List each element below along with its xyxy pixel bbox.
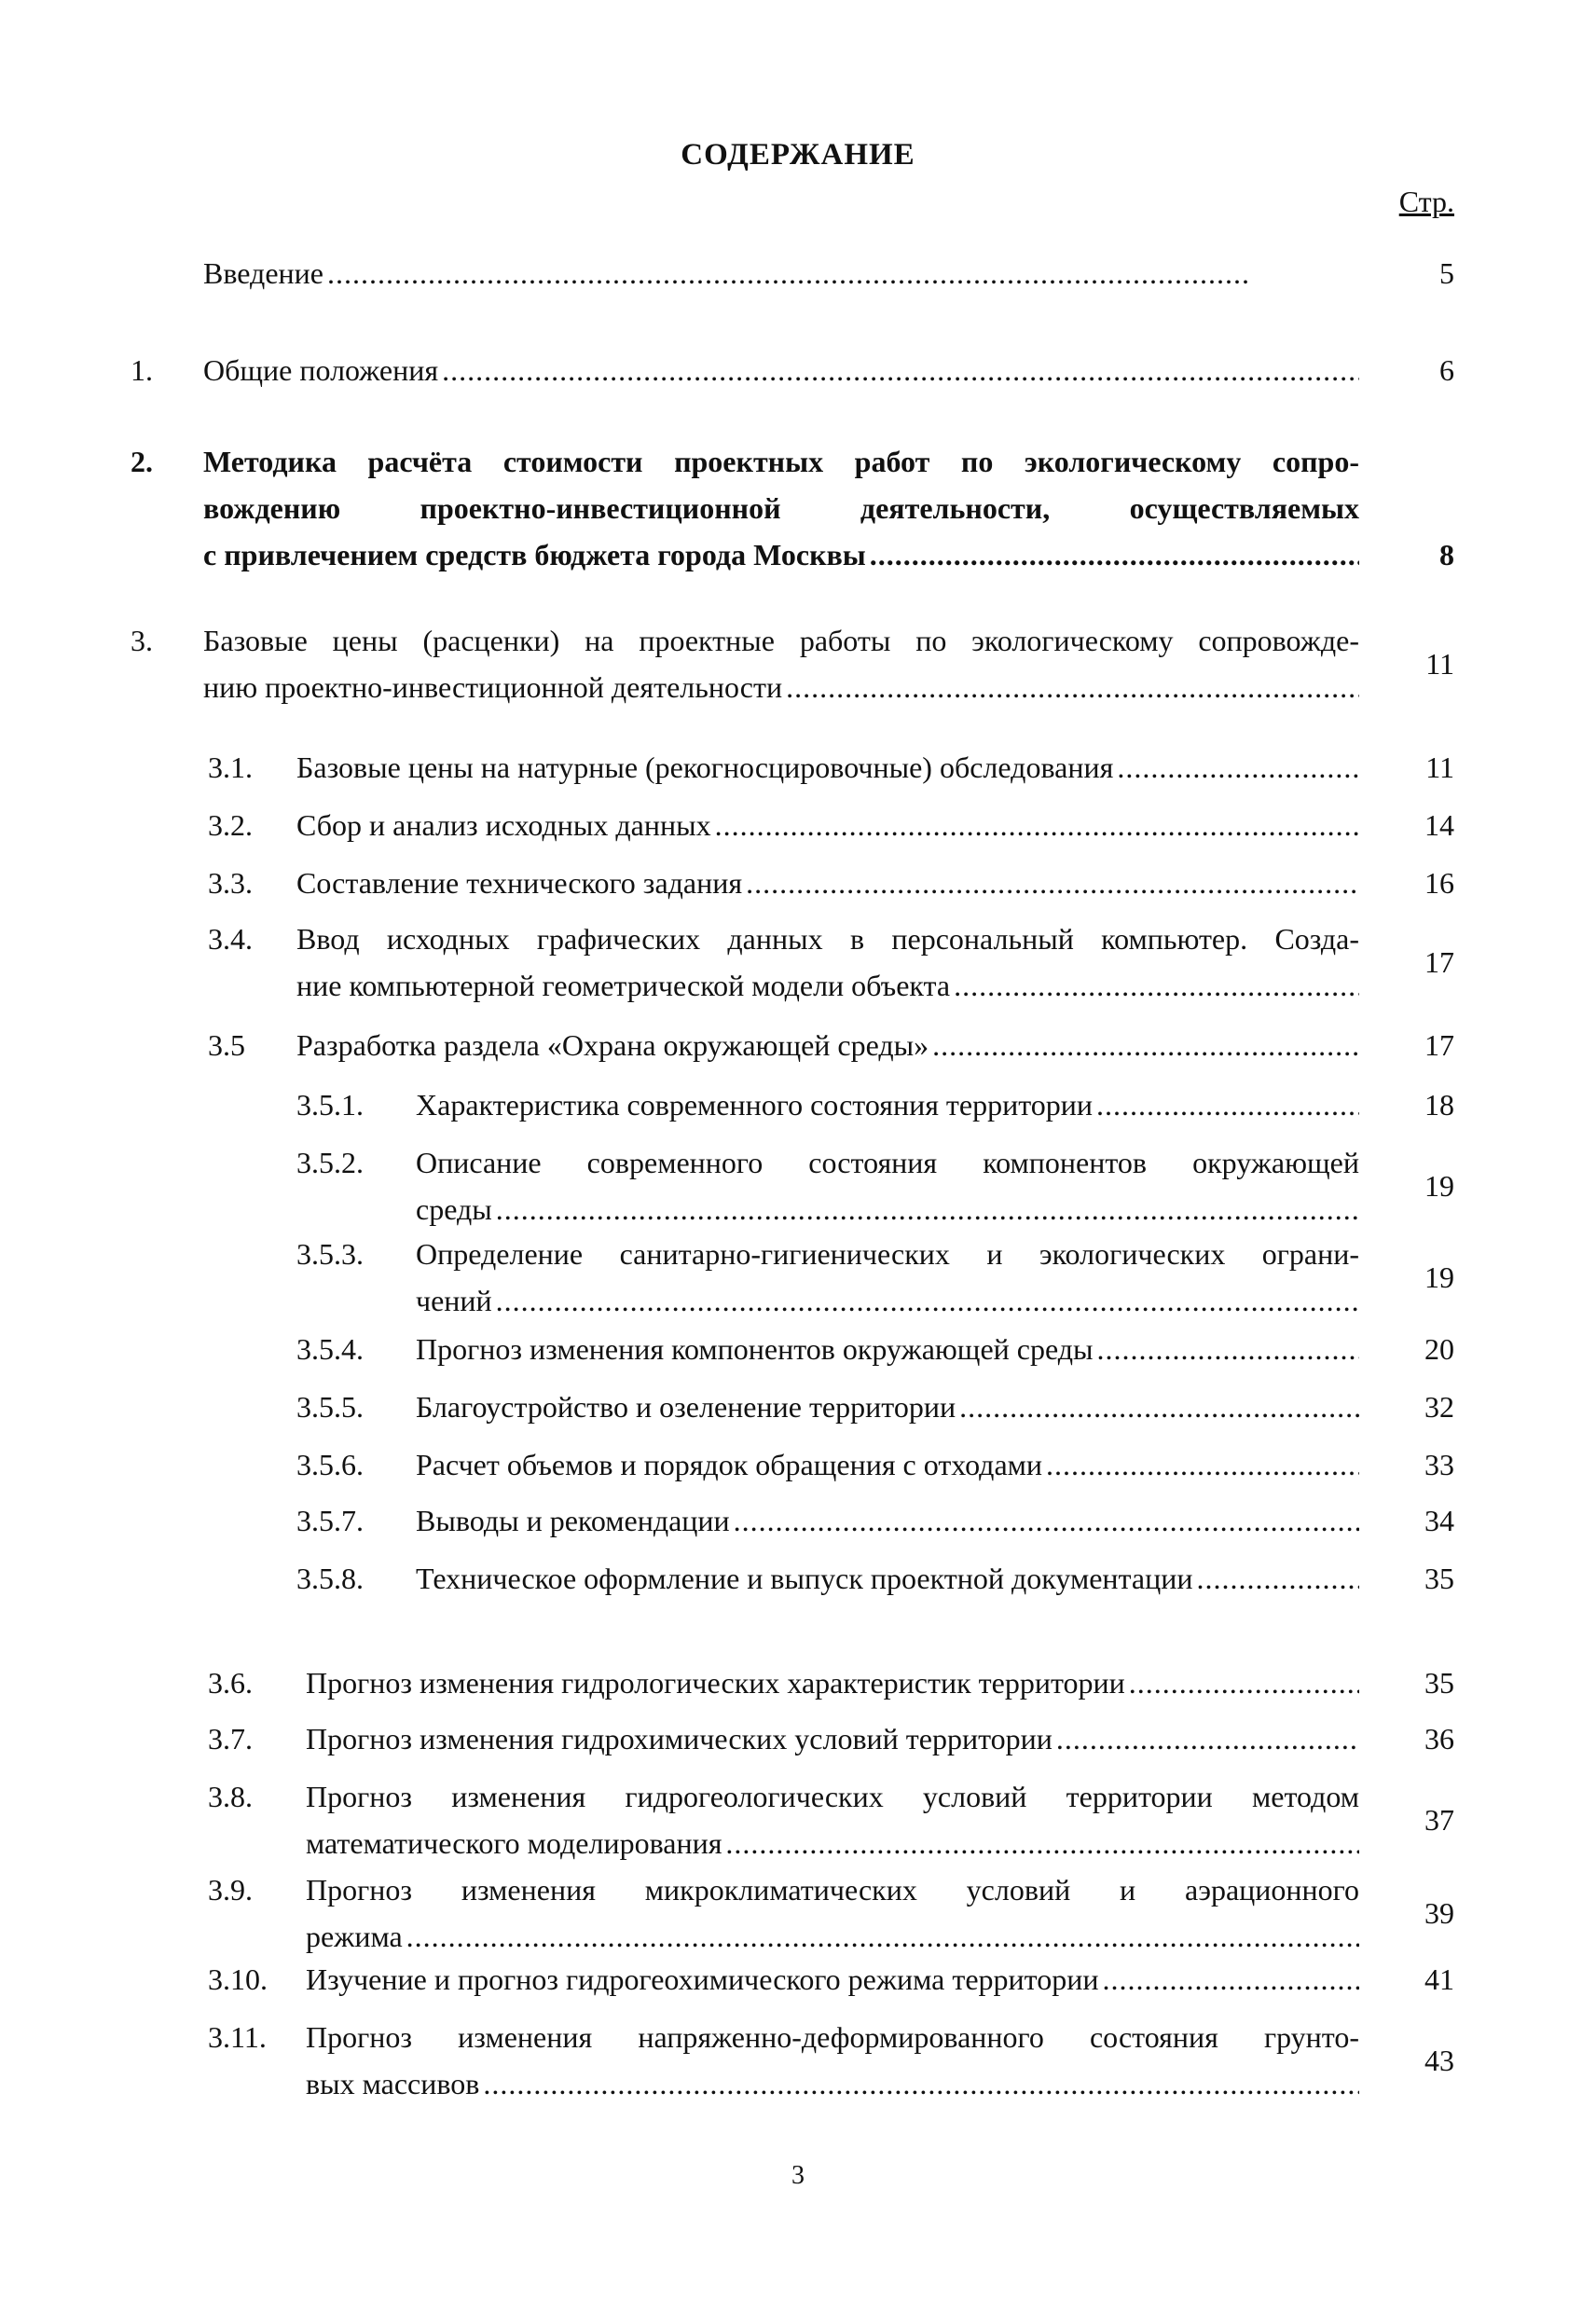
dot-leader [1056, 1715, 1359, 1762]
toc-entry-text-line: Ввод исходных графических данных в персональный компьютер. Созда- [296, 922, 1359, 956]
toc-entry-number: 2. [131, 445, 153, 478]
toc-entry-text-line: Определение санитарно-гигиенических и экологических ограни- [416, 1237, 1359, 1271]
toc-entry-page: 32 [1424, 1390, 1454, 1424]
toc-entry-text-line: чений [416, 1284, 492, 1317]
toc-entry-text-line: Базовые цены на натурные (рекогносцировочные) обследования [296, 750, 1114, 784]
toc-entry-number: 3.5.5. [296, 1390, 364, 1424]
toc-entry-page: 8 [1439, 538, 1454, 571]
toc-entry-title [416, 1231, 1359, 1324]
toc-entry [0, 1231, 1596, 1324]
toc-entry-text-line: с привлечением средств бюджета города Москвы [203, 538, 866, 571]
toc-entry-text-line: Прогноз изменения компонентов окружающей среды [416, 1332, 1094, 1366]
toc-entry [0, 1555, 1596, 1602]
toc-entry-text-line: среды [416, 1192, 492, 1226]
dot-leader [954, 962, 1359, 1009]
dot-leader [746, 860, 1359, 906]
toc-entry-title [306, 1956, 1359, 2003]
toc-entry-text-line: Базовые цены (расценки) на проектные работы по экологическому сопровожде- [203, 624, 1359, 657]
toc-entry-page: 37 [1424, 1803, 1454, 1837]
dot-leader [442, 347, 1359, 393]
toc-entry-page: 11 [1425, 750, 1454, 784]
toc-entry-number: 3. [131, 624, 153, 657]
toc-entry-number: 3.8. [208, 1780, 253, 1813]
toc-entry-title [296, 860, 1359, 906]
toc-entry-page: 35 [1424, 1666, 1454, 1700]
dot-leader [1117, 744, 1359, 791]
toc-entry-page: 17 [1424, 945, 1454, 979]
toc-entry-number: 3.5 [208, 1028, 245, 1062]
toc-entry-title [296, 802, 1359, 848]
toc-entry [0, 744, 1596, 791]
dot-leader [1196, 1555, 1359, 1602]
toc-entry-title [203, 438, 1359, 578]
toc-entry [0, 250, 1596, 296]
toc-entry-page: 5 [1439, 256, 1454, 290]
dot-leader [1129, 1659, 1359, 1706]
toc-entry-text-line: Прогноз изменения микроклиматических условий и аэрационного [306, 1873, 1359, 1907]
toc-entry [0, 1384, 1596, 1430]
toc-entry-page: 43 [1424, 2044, 1454, 2077]
toc-entry-number: 3.5.2. [296, 1146, 364, 1179]
toc-entry-number: 3.6. [208, 1666, 253, 1700]
toc-entry-title [306, 1659, 1359, 1706]
toc-entry-text-line: Прогноз изменения гидрохимических условий территории [306, 1722, 1053, 1755]
page-number-footer: 3 [791, 2161, 805, 2190]
toc-entry-page: 33 [1424, 1448, 1454, 1481]
toc-entry-text-line: вождению проектно-инвестиционной деятельности, осуществляемых [203, 491, 1359, 525]
toc-entry-text-line: Выводы и рекомендации [416, 1504, 730, 1537]
toc-entry [0, 1326, 1596, 1372]
toc-entry-number: 3.11. [208, 2020, 267, 2054]
dot-leader [932, 1022, 1359, 1068]
page-column-heading: Стр. [1398, 185, 1454, 218]
toc-entry [0, 1715, 1596, 1762]
dot-leader [496, 1186, 1359, 1232]
dot-leader [496, 1277, 1359, 1324]
dot-leader [327, 250, 1247, 296]
dot-leader [406, 1913, 1359, 1960]
toc-entry-page: 34 [1424, 1504, 1454, 1537]
toc-entry-number: 3.5.6. [296, 1448, 364, 1481]
dot-leader [1102, 1956, 1359, 2003]
toc-entry-text-line: Разработка раздела «Охрана окружающей среды» [296, 1028, 929, 1062]
toc-entry-text-line: Прогноз изменения напряженно-деформированного состояния грунто- [306, 2020, 1359, 2054]
toc-entry-page: 14 [1424, 808, 1454, 842]
toc-entry-page: 6 [1439, 353, 1454, 387]
toc-entry-text-line: Расчет объемов и порядок обращения с отходами [416, 1448, 1043, 1481]
toc-entry-title [306, 1715, 1359, 1762]
toc-entry-page: 35 [1424, 1562, 1454, 1595]
toc-entry [0, 1659, 1596, 1706]
toc-entry-title [416, 1139, 1359, 1232]
dot-leader [1046, 1441, 1359, 1488]
toc-entry [0, 438, 1596, 578]
toc-entry-text-line: ние компьютерной геометрической модели объекта [296, 969, 951, 1002]
dot-leader [483, 2060, 1359, 2107]
toc-entry-page: 39 [1424, 1896, 1454, 1930]
toc-entry-text-line: режима [306, 1920, 403, 1953]
toc-entry [0, 1773, 1596, 1866]
toc-entry-title [306, 2014, 1359, 2107]
toc-entry [0, 1081, 1596, 1128]
toc-entry-title [203, 617, 1359, 710]
toc-entry [0, 860, 1596, 906]
toc-entry-text-line: Составление технического задания [296, 866, 743, 900]
toc-entry [0, 1441, 1596, 1488]
toc-entry-number: 3.9. [208, 1873, 253, 1907]
toc-entry [0, 802, 1596, 848]
toc-entry-page: 41 [1424, 1962, 1454, 1996]
toc-entry-title [306, 1773, 1359, 1866]
toc-entry [0, 347, 1596, 393]
toc-entry-number: 3.5.7. [296, 1504, 364, 1537]
toc-entry-text-line: Сбор и анализ исходных данных [296, 808, 711, 842]
toc-entry-text-line: Изучение и прогноз гидрогеохимического режима территории [306, 1962, 1099, 1996]
toc-entry-text-line: Методика расчёта стоимости проектных работ по экологическому сопро- [203, 445, 1359, 478]
toc-entry-text-line: математического моделирования [306, 1826, 722, 1860]
toc-entry-number: 3.1. [208, 750, 253, 784]
dot-leader [786, 664, 1359, 710]
page-title: СОДЕРЖАНИЕ [681, 138, 915, 172]
dot-leader [1096, 1081, 1359, 1128]
toc-entry-number: 3.4. [208, 922, 253, 956]
toc-entry-text-line: Описание современного состояния компонентов окружающей [416, 1146, 1359, 1179]
toc-entry-number: 3.10. [208, 1962, 268, 1996]
toc-entry-page: 19 [1424, 1260, 1454, 1294]
toc-entry-number: 3.3. [208, 866, 253, 900]
toc-entry-title [203, 347, 1359, 393]
dot-leader [715, 802, 1359, 848]
dot-leader [959, 1384, 1359, 1430]
toc-entry-text-line: Прогноз изменения гидрологических характеристик территории [306, 1666, 1125, 1700]
toc-entry-title [296, 1022, 1359, 1068]
toc-entry [0, 617, 1596, 710]
toc-entry-text-line: Благоустройство и озеленение территории [416, 1390, 956, 1424]
dot-leader [734, 1497, 1359, 1544]
toc-entry [0, 1866, 1596, 1960]
toc-entry [0, 1497, 1596, 1544]
toc-entry-number: 3.5.1. [296, 1088, 364, 1122]
toc-entry [0, 2014, 1596, 2107]
toc-entry-page: 20 [1424, 1332, 1454, 1366]
toc-entry-text-line: вых массивов [306, 2067, 480, 2100]
toc-entry [0, 1139, 1596, 1232]
toc-entry-page: 18 [1424, 1088, 1454, 1122]
toc-entry [0, 916, 1596, 1009]
dot-leader [870, 531, 1359, 578]
toc-entry-number: 3.7. [208, 1722, 253, 1755]
toc-entry-page: 17 [1424, 1028, 1454, 1062]
toc-entry-title [203, 250, 1247, 296]
toc-entry-number: 3.5.8. [296, 1562, 364, 1595]
toc-entry-number: 1. [131, 353, 153, 387]
toc-entry-text-line: Прогноз изменения гидрогеологических условий территории методом [306, 1780, 1359, 1813]
toc-entry [0, 1956, 1596, 2003]
dot-leader [1097, 1326, 1359, 1372]
dot-leader [725, 1820, 1359, 1866]
toc-entry-text-line: Техническое оформление и выпуск проектной документации [416, 1562, 1193, 1595]
toc-entry-title [416, 1326, 1359, 1372]
toc-entry-page: 16 [1424, 866, 1454, 900]
toc-entry-title [416, 1384, 1359, 1430]
toc-entry-title [416, 1497, 1359, 1544]
toc-entry-number: 3.5.3. [296, 1237, 364, 1271]
toc-entry-text-line: нию проектно-инвестиционной деятельности [203, 670, 783, 704]
toc-entry-title [416, 1081, 1359, 1128]
toc-entry-title [306, 1866, 1359, 1960]
toc-entry-number: 3.5.4. [296, 1332, 364, 1366]
toc-entry [0, 1022, 1596, 1068]
toc-entry-title [416, 1441, 1359, 1488]
toc-entry-page: 19 [1424, 1169, 1454, 1203]
toc-entry-text-line: Введение [203, 256, 323, 290]
toc-entry-page: 11 [1425, 647, 1454, 681]
toc-entry-text-line: Характеристика современного состояния территории [416, 1088, 1094, 1122]
toc-entry-title [296, 744, 1359, 791]
toc-entry-title [296, 916, 1359, 1009]
toc-entry-number: 3.2. [208, 808, 253, 842]
toc-entry-page: 36 [1424, 1722, 1454, 1755]
toc-entry-title [416, 1555, 1359, 1602]
toc-entry-text-line: Общие положения [203, 353, 439, 387]
